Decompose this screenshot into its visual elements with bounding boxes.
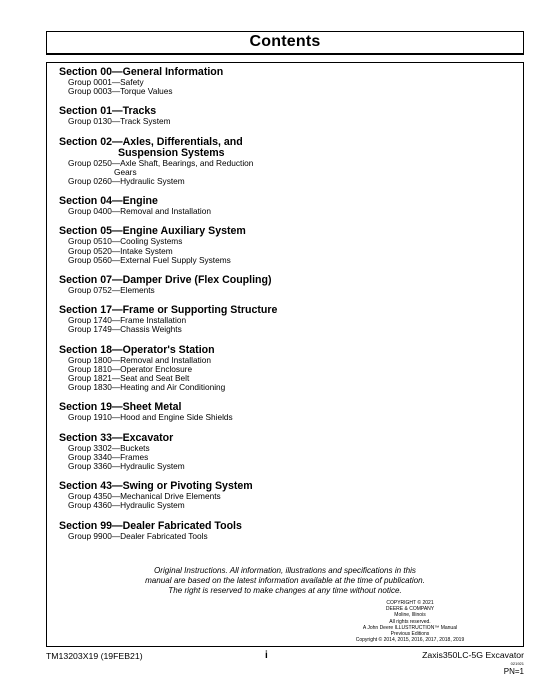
- machine-model: Zaxis350LC-5G Excavator: [422, 650, 524, 660]
- toc-group-entry: [59, 117, 499, 126]
- group-text: Group 4360—Hydraulic System: [68, 500, 185, 511]
- group-text: Group 1821—Seat and Seat Belt: [68, 373, 190, 384]
- notice-line: Original Instructions. All information, illustrations and specifications in this: [154, 566, 416, 575]
- toc-group-entry: [59, 501, 499, 510]
- section-title-text: Section 18—Operator's Station: [59, 343, 215, 356]
- toc-section: [59, 481, 499, 510]
- section-title-text: Section 04—Engine: [59, 195, 158, 208]
- original-instructions-notice: [47, 566, 523, 596]
- group-text-continuation: Gears: [114, 166, 137, 177]
- toc-group-entry: [59, 87, 499, 96]
- copyright-line: COPYRIGHT © 2021: [386, 600, 434, 606]
- toc-section: [59, 521, 499, 541]
- toc-group-entry: [59, 159, 499, 177]
- table-of-contents: [59, 67, 499, 551]
- page-title: Contents: [249, 33, 321, 50]
- copyright-line: DEERE & COMPANY: [385, 606, 435, 613]
- toc-section: [59, 67, 499, 96]
- toc-section: [59, 226, 499, 265]
- section-title-text: Section 00—General Information: [59, 66, 224, 78]
- copyright-line: Previous Editions: [390, 631, 430, 638]
- notice-line: The right is reserved to make changes at any time without notice.: [168, 586, 402, 595]
- page-number: i: [265, 650, 268, 661]
- toc-section: [59, 106, 499, 126]
- group-text: Group 3360—Hydraulic System: [68, 461, 185, 472]
- copyright-line: Moline, Illinois: [394, 612, 426, 619]
- toc-group-entry: [59, 325, 499, 334]
- group-text: Group 1810—Operator Enclosure: [68, 363, 193, 374]
- section-title-text: Section 33—Excavator: [59, 431, 174, 444]
- toc-group-entry: [59, 462, 499, 471]
- group-text: Group 3302—Buckets: [68, 442, 150, 453]
- toc-section: [59, 196, 499, 216]
- section-title-text: Section 02—Axles, Differentials, and: [59, 135, 243, 148]
- group-text: Group 9900—Dealer Fabricated Tools: [68, 530, 208, 541]
- section-title-text: Section 17—Frame or Supporting Structure: [59, 304, 278, 317]
- toc-group-entry: [59, 207, 499, 216]
- group-text: Group 0510—Cooling Systems: [68, 236, 183, 247]
- contents-title-box: [46, 31, 524, 55]
- group-text: Group 0001—Safety: [68, 77, 144, 87]
- toc-group-entry: [59, 256, 499, 265]
- group-text: Group 1830—Heating and Air Conditioning: [68, 382, 226, 393]
- group-text: Group 1800—Removal and Installation: [68, 354, 211, 365]
- toc-section: [59, 345, 499, 393]
- group-text: Group 1740—Frame Installation: [68, 315, 187, 326]
- group-text: Group 0260—Hydraulic System: [68, 176, 185, 187]
- group-text: Group 0560—External Fuel Supply Systems: [68, 254, 231, 265]
- copyright-block: [295, 600, 525, 643]
- toc-section: [59, 275, 499, 295]
- section-title-text: Section 01—Tracks: [59, 105, 157, 118]
- group-text: Group 0250—Axle Shaft, Bearings, and Reduction: [68, 157, 254, 168]
- section-title-text: Section 05—Engine Auxiliary System: [59, 225, 246, 238]
- group-text: Group 1749—Chassis Weights: [68, 324, 182, 335]
- toc-section: [59, 305, 499, 334]
- section-title: [59, 137, 499, 159]
- toc-group-entry: [59, 177, 499, 186]
- section-title-text: Section 19—Sheet Metal: [59, 401, 182, 414]
- section-title-text: Section 43—Swing or Pivoting System: [59, 480, 253, 493]
- copyright-line: All rights reserved.: [389, 618, 431, 625]
- notice-line: manual are based on the latest information available at the time of publication.: [145, 576, 425, 585]
- group-text: Group 3340—Frames: [68, 451, 149, 462]
- date-code: 021921: [510, 661, 524, 666]
- copyright-line: A John Deere ILLUSTRUCTION™ Manual: [362, 624, 458, 631]
- toc-section: [59, 402, 499, 422]
- copyright-line: Copyright © 2014, 2015, 2016, 2017, 2018, 2019: [355, 637, 465, 644]
- section-title-continuation: Suspension Systems: [118, 146, 225, 159]
- manual-number: TM13203X19 (19FEB21): [46, 651, 143, 661]
- toc-section: [59, 433, 499, 472]
- section-title-text: Section 07—Damper Drive (Flex Coupling): [59, 274, 272, 287]
- toc-group-entry: [59, 383, 499, 392]
- toc-group-entry: [59, 286, 499, 295]
- group-text: Group 1910—Hood and Engine Side Shields: [68, 412, 233, 423]
- section-title-text: Section 99—Dealer Fabricated Tools: [59, 519, 242, 532]
- group-text: Group 0520—Intake System: [68, 245, 173, 256]
- group-text: Group 0752—Elements: [68, 285, 155, 296]
- toc-section: [59, 137, 499, 187]
- group-text: Group 4350—Mechanical Drive Elements: [68, 491, 221, 502]
- table-of-contents-box: [46, 62, 524, 647]
- toc-group-entry: [59, 532, 499, 541]
- group-text: Group 0003—Torque Values: [68, 86, 173, 97]
- pn-number: PN=1: [503, 667, 524, 676]
- toc-group-entry: [59, 413, 499, 422]
- group-text: Group 0130—Track System: [68, 116, 171, 127]
- group-text: Group 0400—Removal and Installation: [68, 206, 211, 217]
